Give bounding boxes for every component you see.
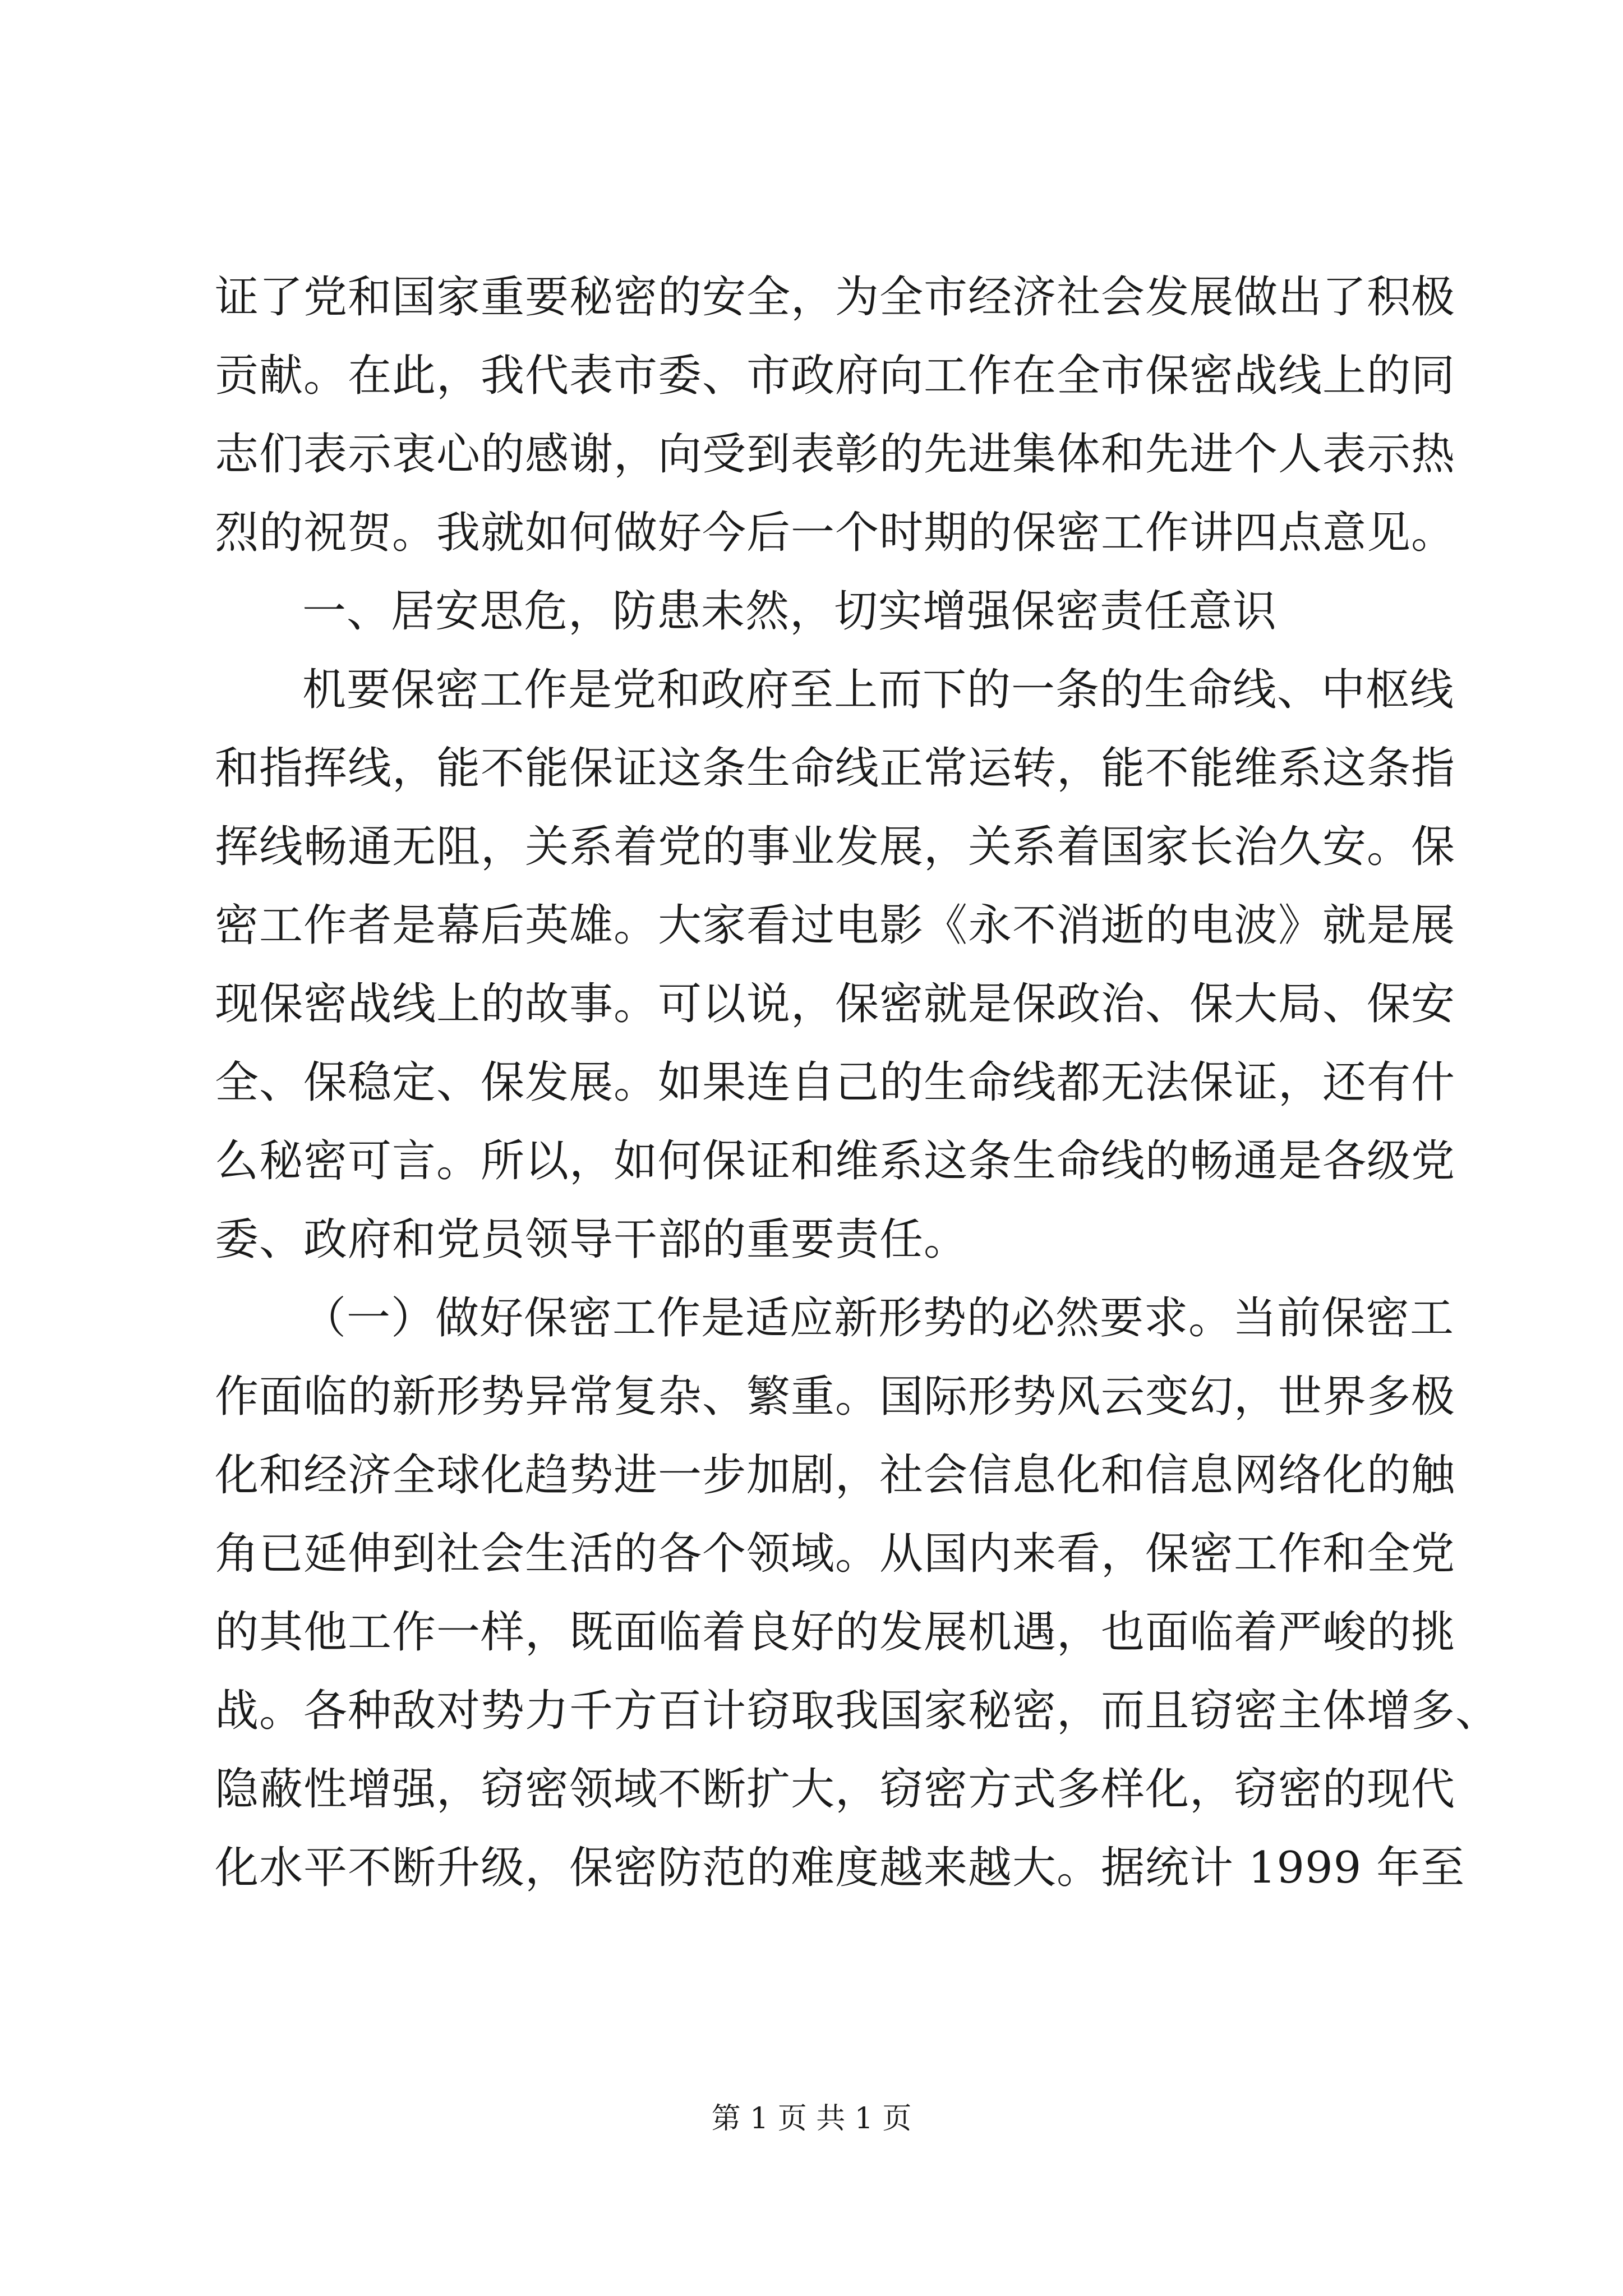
text-line: 化水平不断升级，保密防范的难度越来越大。据统计 1999 年至 bbox=[215, 1843, 1465, 1893]
text-line: 化和经济全球化趋势进一步加剧，社会信息化和信息网络化的触 bbox=[215, 1450, 1456, 1501]
text-line: 委、政府和党员领导干部的重要责任。 bbox=[215, 1214, 969, 1265]
text-line: 的其他工作一样，既面临着良好的发展机遇，也面临着严峻的挑 bbox=[215, 1607, 1456, 1658]
text-line: 现保密战线上的故事。可以说，保密就是保政治、保大局、保安 bbox=[215, 979, 1456, 1029]
text-line: 烈的祝贺。我就如何做好今后一个时期的保密工作讲四点意见。 bbox=[215, 508, 1456, 558]
text-line: 贡献。在此，我代表市委、市政府向工作在全市保密战线上的同 bbox=[215, 351, 1456, 401]
text-line: 证了党和国家重要秘密的安全，为全市经济社会发展做出了积极 bbox=[215, 272, 1456, 323]
text-line: 战。各种敌对势力千方百计窃取我国家秘密，而且窃密主体增多、 bbox=[215, 1686, 1500, 1736]
text-line: 全、保稳定、保发展。如果连自己的生命线都无法保证，还有什 bbox=[215, 1057, 1456, 1108]
text-line: 隐蔽性增强，窃密领域不断扩大，窃密方式多样化，窃密的现代 bbox=[215, 1764, 1456, 1815]
text-line: 和指挥线，能不能保证这条生命线正常运转，能不能维系这条指 bbox=[215, 743, 1456, 794]
text-line: 密工作者是幕后英雄。大家看过电影《永不消逝的电波》就是展 bbox=[215, 900, 1456, 951]
text-line: 角已延伸到社会生活的各个领域。从国内来看，保密工作和全党 bbox=[215, 1529, 1456, 1579]
text-line: 志们表示衷心的感谢，向受到表彰的先进集体和先进个人表示热 bbox=[215, 429, 1456, 480]
text-line: 作面临的新形势异常复杂、繁重。国际形势风云变幻，世界多极 bbox=[215, 1372, 1456, 1422]
text-line: 机要保密工作是党和政府至上而下的一条的生命线、中枢线 bbox=[302, 665, 1455, 715]
text-line: 么秘密可言。所以，如何保证和维系这条生命线的畅通是各级党 bbox=[215, 1136, 1456, 1186]
page-footer: 第 1 页 共 1 页 bbox=[711, 2102, 912, 2136]
subsection-line: （一）做好保密工作是适应新形势的必然要求。当前保密工 bbox=[302, 1293, 1455, 1343]
text-line: 挥线畅通无阻，关系着党的事业发展，关系着国家长治久安。保 bbox=[215, 822, 1456, 872]
body-text bbox=[215, 258, 1500, 1907]
section-heading: 一、居安思危，防患未然，切实增强保密责任意识 bbox=[302, 586, 1278, 637]
